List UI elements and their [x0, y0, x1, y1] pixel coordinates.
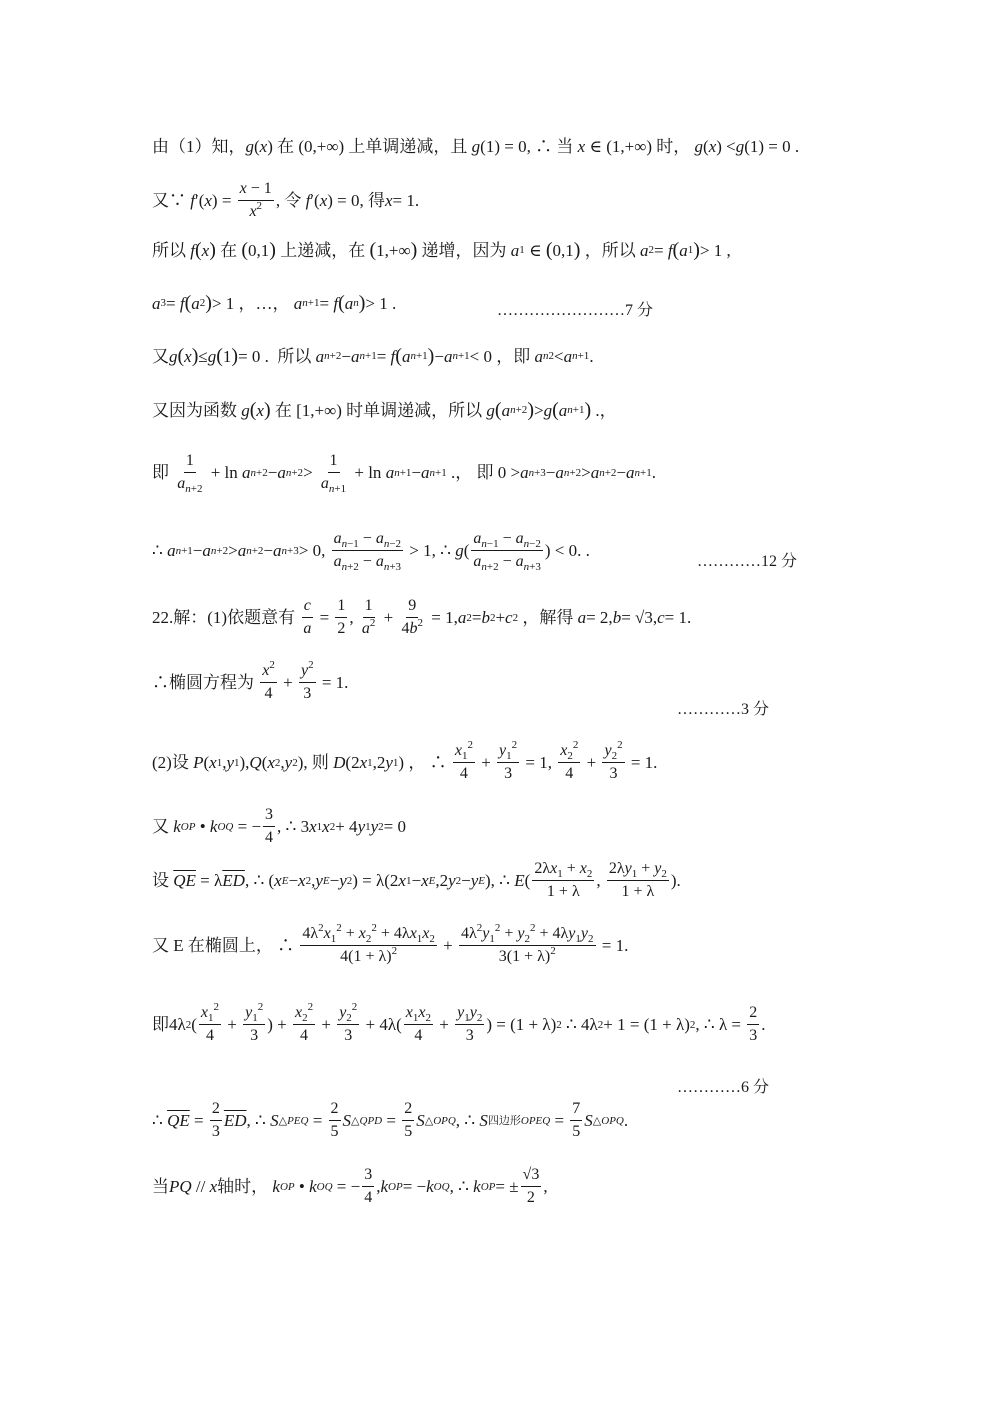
score-mark-12: …………12 分: [697, 553, 798, 570]
text-line: 又 E 在椭圆上， ∴ $\frac{4\lambda^2x_1^2 + x_2^2 + 4\lambda x_1x_2}{4(1 + \lambda)^2}$ + $\frac{4\lambda^2y_1^2 + y_2^2 + 4\lambda y_1y_2}{3(1 + \lambda)^2}$ = 1.: [152, 922, 629, 966]
text-line: 当 PQ // x 轴时， k OP • k OQ = − $\frac{3}{4}$ , k OP = − k OQ , ∴ k OP = ± $\frac{√3}{2}$ ,: [152, 1166, 548, 1207]
text-line: 即 $\frac{1}{a_{n+2}}$ + ln a n+2 − a n+2 > $\frac{1}{a_{n+1}}$ + ln a n+1 − a n+1 .， 即 0 > a n+3 − a n+2 > a n+2 − a n+1 .: [152, 452, 656, 496]
score-mark-3: …………3 分: [677, 701, 770, 718]
text-line: 22.解：(1)依题意有 $\frac{c}{a}$ = $\frac{1}{2}$ , $\frac{1}{a^2}$ + $\frac{9}{4b^2}$ = 1, a 2 = b 2 + c 2 ，解得 a = 2, b = √3, c = 1.: [152, 597, 692, 638]
text-line: (2)设 P ( x 1 , y 1 ), Q ( x 2 , y 2 ), 则 D (2 x 1 ,2 y 1 ) ， ∴ $\frac{x_1^2}{4}$ + $\frac{y_1^2}{3}$ = 1, $\frac{x_2^2}{4}$ + $\frac{y_2^2}{3}$ = 1.: [152, 739, 658, 783]
text-line: 又 k OP • k OQ = − $\frac{3}{4}$ , ∴ 3 x 1 x 2 + 4 y 1 y 2 = 0: [152, 806, 406, 847]
text-line: 又因为函数 g ( x ) 在 [1,+∞) 时单调递减，所以 g ( a n+2 ) > g ( a n+1 ) .，: [152, 399, 617, 421]
score-mark-6: …………6 分: [677, 1079, 770, 1096]
text-line: ∴ $\overline{QE}$ = $\frac{2}{3}$ $\overline{ED}$ , ∴ S △PEQ = $\frac{2}{5}$ S △QPD = $\frac{2}{5}$ S △OPQ , ∴ S 四边形OPEQ = $\frac{7}{5}$ S △OPQ .: [152, 1100, 629, 1141]
text-line: ∴ a n+1 − a n+2 > a n+2 − a n+3 > 0, $\frac{a_{n-1} - a_{n-2}}{a_{n+2} - a_{n+3}}$ > 1, ∴ g ( $\frac{a_{n-1} - a_{n-2}}{a_{n+2} - a_{n+3}}$ ) < 0. .: [152, 530, 590, 574]
text-line: 即4λ 2 ( $\frac{x_1^2}{4}$ + $\frac{y_1^2}{3}$ ) + $\frac{x_2^2}{4}$ + $\frac{y_2^2}{3}$ + 4λ( $\frac{x_1x_2}{4}$ + $\frac{y_1y_2}{3}$ ) = (1 + λ) 2 ∴ 4λ 2 + 1 = (1 + λ) 2 , ∴ λ = $\frac{2}{3}$ .: [152, 1001, 766, 1045]
text-line: ∴椭圆方程为 $\frac{x^2}{4}$ + $\frac{y^2}{3}$ = 1.: [152, 659, 349, 703]
text-line: 由（1）知， g ( x ) 在 (0,+∞) 上单调递减，且 g (1) = 0, ∴ 当 x ∈ (1,+∞) 时， g ( x ) < g (1) = 0 .: [152, 137, 800, 156]
text-line: a 3 = f ( a 2 ) > 1 ，…， a n+1 = f ( a n ) > 1 .: [152, 292, 397, 314]
text-line: 又∵ f ′( x ) = $\frac{x - 1}{x^2}$ , 令 f ′( x ) = 0, 得 x = 1.: [152, 180, 420, 221]
text-line: 设 $\overline{QE}$ = λ $\overline{ED}$ , ∴ ( x E − x 2 , y E − y 2 ) = λ(2 x 1 − x E ,2 y 2 − y E ), ∴ E ( $\frac{2\lambda x_1 + x_2}{1 + \lambda}$ , $\frac{2\lambda y_1 + y_2}{1 + \lambda}$ ).: [152, 860, 681, 901]
score-mark-7: ……………………7 分: [497, 302, 654, 319]
text-line: 所以 f ( x ) 在 ( 0,1 ) 上递减，在 ( 1,+∞ ) 递增，因为 a 1 ∈ ( 0,1 ) ，所以 a 2 = f ( a 1 ) > 1 ,: [152, 239, 731, 261]
text-line: 又 g ( x ) ≤ g ( 1 ) = 0 . 所以 a n+2 − a n+1 = f ( a n+1 ) − a n+1 < 0 ，即 a n2 < a n+1 .: [152, 345, 594, 367]
